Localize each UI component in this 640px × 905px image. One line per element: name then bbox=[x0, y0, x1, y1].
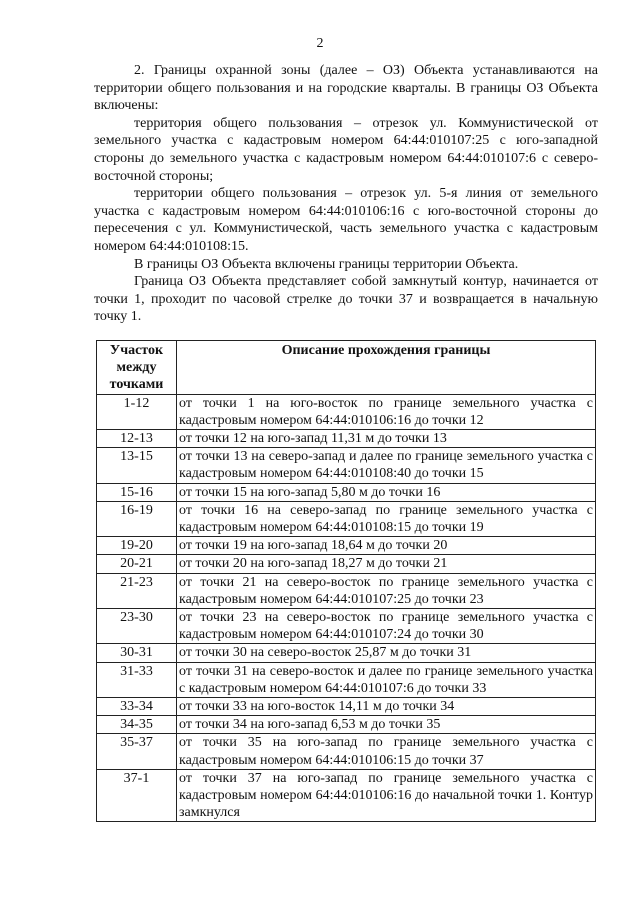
segment-cell: 13-15 bbox=[97, 448, 177, 483]
description-cell: от точки 16 на северо-запад по границе земельного участка с кадастровым номером 64:44:010108:15 до точки 19 bbox=[177, 501, 596, 536]
segment-cell: 19-20 bbox=[97, 537, 177, 555]
table-row bbox=[97, 769, 596, 822]
header-segment-line: Участок bbox=[109, 343, 164, 358]
description-cell: от точки 37 на юго-запад по границе земельного участка с кадастровым номером 64:44:010106:16 до начальной точки 1. Контур замкнулся bbox=[177, 769, 596, 822]
paragraph: территории общего пользования – отрезок ул. 5-я линия от земельного участка с кадастровым номером 64:44:010106:16 с юго-восточной стороны до пересечения с ул. Коммунистической, часть земельного участка с кадастровым номером 64:44:010108:15. bbox=[94, 186, 598, 254]
table-row bbox=[97, 555, 596, 573]
table-row bbox=[97, 394, 596, 429]
segment-cell: 35-37 bbox=[97, 734, 177, 769]
description-cell: от точки 30 на северо-восток 25,87 м до точки 31 bbox=[177, 644, 596, 662]
table-header-row bbox=[97, 341, 596, 395]
paragraph: В границы ОЗ Объекта включены границы территории Объекта. bbox=[134, 256, 519, 272]
segment-cell: 21-23 bbox=[97, 573, 177, 608]
table-row bbox=[97, 573, 596, 608]
table-row bbox=[97, 609, 596, 644]
segment-cell: 31-33 bbox=[97, 662, 177, 697]
description-cell: от точки 15 на юго-запад 5,80 м до точки 16 bbox=[177, 483, 596, 501]
segment-cell: 33-34 bbox=[97, 698, 177, 716]
description-cell: от точки 1 на юго-восток по границе земельного участка с кадастровым номером 64:44:010106:16 до точки 12 bbox=[177, 394, 596, 429]
segment-cell: 30-31 bbox=[97, 644, 177, 662]
page-number: 2 bbox=[316, 36, 324, 51]
header-segment-line: точками bbox=[109, 377, 164, 393]
table-row bbox=[97, 734, 596, 769]
table-row bbox=[97, 537, 596, 555]
segment-cell: 37-1 bbox=[97, 769, 177, 822]
table-row bbox=[97, 448, 596, 483]
description-cell: от точки 33 на юго-восток 14,11 м до точки 34 bbox=[177, 698, 596, 716]
description-cell: от точки 34 на юго-запад 6,53 м до точки 35 bbox=[177, 716, 596, 734]
paragraph: территория общего пользования – отрезок ул. Коммунистической от земельного участка с кадастровым номером 64:44:010107:25 с юго-западной стороны до земельного участка с кадастровым номером 64:44:010107:6 с северо-восточной стороны; bbox=[94, 115, 598, 184]
description-cell: от точки 12 на юго-запад 11,31 м до точки 13 bbox=[177, 430, 596, 448]
description-cell: от точки 13 на северо-запад и далее по границе земельного участка с кадастровым номером 64:44:010108:40 до точки 15 bbox=[177, 448, 596, 483]
description-cell: от точки 23 на северо-восток по границе земельного участка с кадастровым номером 64:44:010107:24 до точки 30 bbox=[177, 609, 596, 644]
table-row bbox=[97, 483, 596, 501]
description-cell: от точки 21 на северо-восток по границе земельного участка с кадастровым номером 64:44:010107:25 до точки 23 bbox=[177, 573, 596, 608]
paragraph: 2. Границы охранной зоны (далее – ОЗ) Объекта устанавливаются на территории общего пользования и на городские кварталы. В границы ОЗ Объекта включены: bbox=[94, 63, 598, 114]
header-segment-line: между bbox=[116, 360, 157, 376]
table-row bbox=[97, 662, 596, 697]
segment-cell: 20-21 bbox=[97, 555, 177, 573]
description-cell: от точки 20 на юго-запад 18,27 м до точки 21 bbox=[177, 555, 596, 573]
table-row bbox=[97, 698, 596, 716]
segment-cell: 16-19 bbox=[97, 501, 177, 536]
table-row bbox=[97, 501, 596, 536]
table-row bbox=[97, 644, 596, 662]
header-segment bbox=[97, 341, 177, 395]
segment-cell: 34-35 bbox=[97, 716, 177, 734]
table-row bbox=[97, 716, 596, 734]
paragraph: Граница ОЗ Объекта представляет собой замкнутый контур, начинается от точки 1, проходит по часовой стрелке до точки 37 и возвращается в начальную точку 1. bbox=[94, 274, 598, 325]
segment-cell: 23-30 bbox=[97, 609, 177, 644]
segment-cell: 15-16 bbox=[97, 483, 177, 501]
segment-cell: 12-13 bbox=[97, 430, 177, 448]
header-description: Описание прохождения границы bbox=[177, 341, 596, 395]
description-cell: от точки 35 на юго-запад по границе земельного участка с кадастровым номером 64:44:010106:15 до точки 37 bbox=[177, 734, 596, 769]
boundary-table bbox=[96, 340, 596, 822]
table-body bbox=[97, 394, 596, 822]
description-cell: от точки 31 на северо-восток и далее по границе земельного участка с кадастровым номером 64:44:010107:6 до точки 33 bbox=[177, 662, 596, 697]
table-row bbox=[97, 430, 596, 448]
description-cell: от точки 19 на юго-запад 18,64 м до точки 20 bbox=[177, 537, 596, 555]
segment-cell: 1-12 bbox=[97, 394, 177, 429]
document-body bbox=[94, 62, 598, 326]
